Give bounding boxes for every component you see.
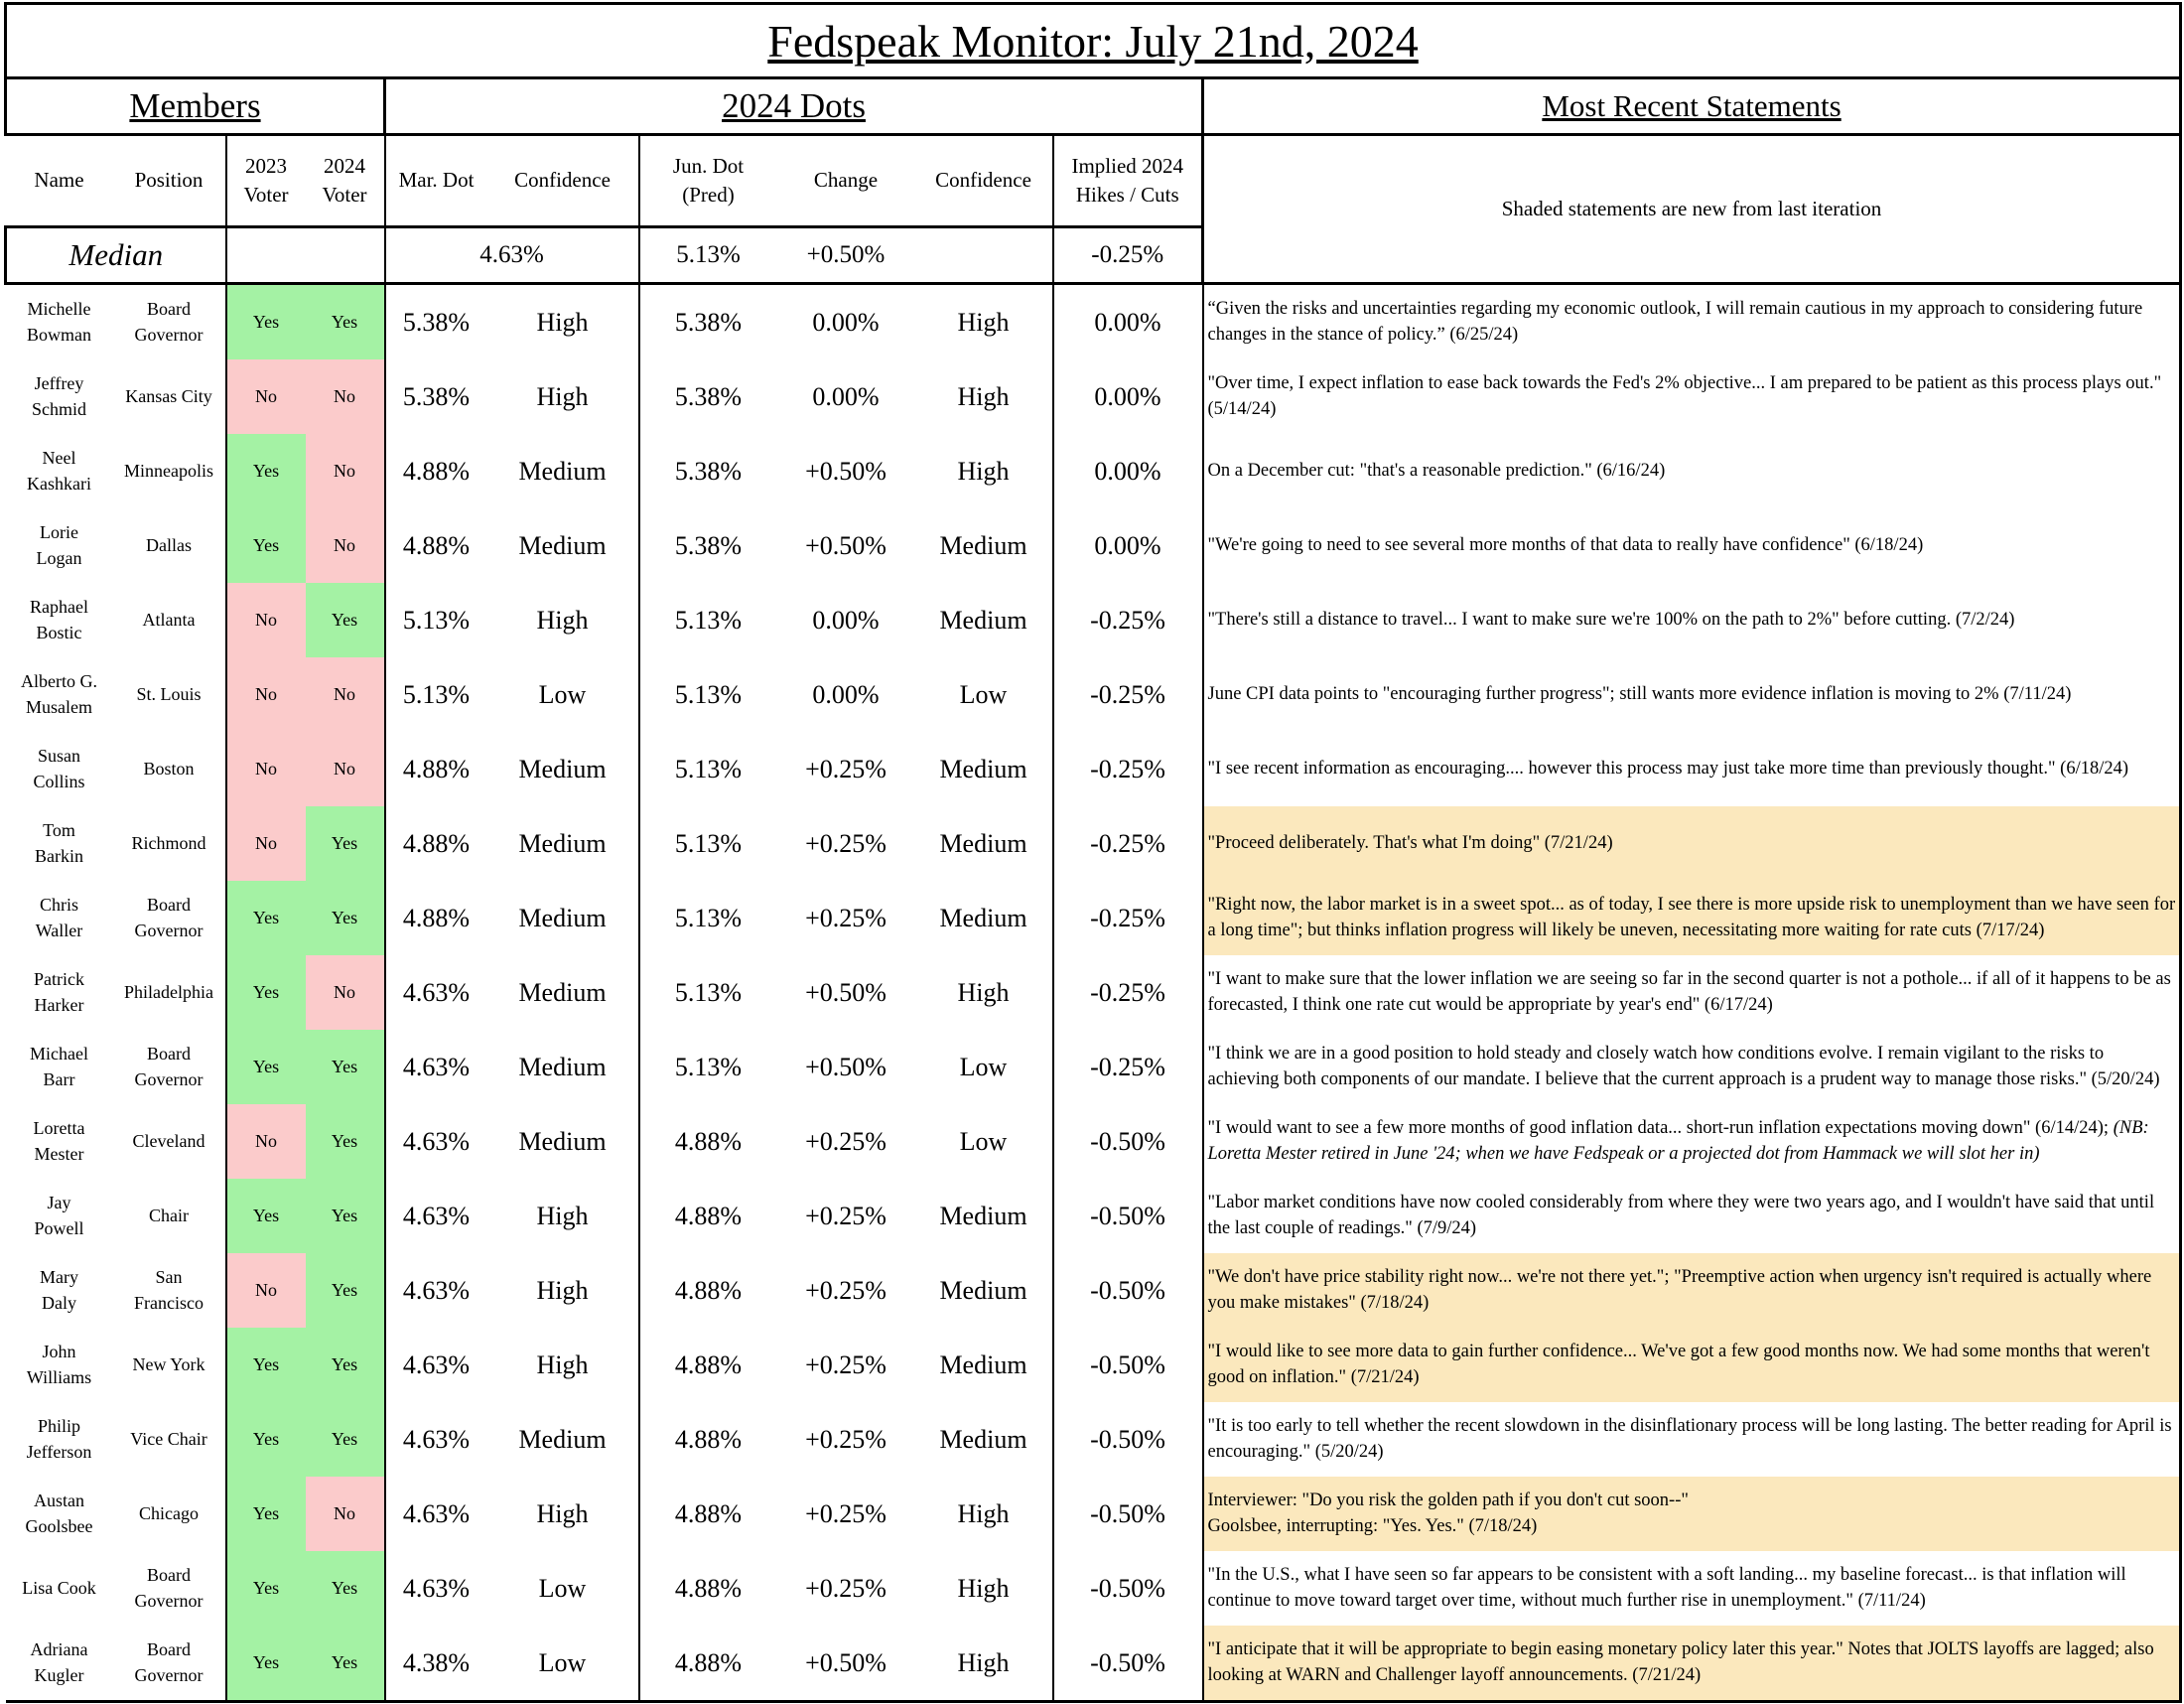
table-row: [6, 732, 2181, 806]
jun-confidence: Medium: [915, 806, 1053, 881]
voter-2024: No: [306, 359, 385, 434]
implied-change: -0.50%: [1053, 1402, 1203, 1477]
member-statement: "Right now, the labor market is in a sweet spot... as of today, I see there is more upside risk to unemployment than we have seen for a long time"; but thinks inflation progress will likely be uneven, necessitating more waiting for rate cuts (7/17/24): [1203, 881, 2181, 955]
table-row: [6, 359, 2181, 434]
member-statement: On a December cut: "that's a reasonable prediction." (6/16/24): [1203, 434, 2181, 508]
member-position: Boston: [113, 732, 226, 806]
member-position: Board Governor: [113, 881, 226, 955]
mar-confidence: Medium: [487, 955, 639, 1030]
jun-confidence: High: [915, 1477, 1053, 1551]
jun-confidence: Medium: [915, 1179, 1053, 1253]
table-row: [6, 881, 2181, 955]
mar-dot: 4.63%: [402, 977, 471, 1007]
voter-2023: No: [226, 806, 306, 881]
dot-change: +0.50%: [805, 1052, 887, 1081]
jun-dot: 5.13%: [674, 605, 743, 635]
jun-confidence: High: [915, 359, 1053, 434]
dot-change: +0.25%: [805, 828, 887, 858]
jun-dot: 5.13%: [674, 828, 743, 858]
member-name: Susan Collins: [33, 746, 85, 791]
jun-dot: 5.38%: [674, 381, 743, 411]
member-name: Mary Daly: [40, 1267, 78, 1313]
dot-change: +0.25%: [805, 1349, 887, 1379]
member-position: Kansas City: [113, 359, 226, 434]
jun-dot: 5.13%: [674, 679, 743, 709]
statements-note: Shaded statements are new from last iteration: [1203, 135, 2181, 284]
table-row: [6, 1253, 2181, 1328]
col-confidence-2: Confidence: [915, 135, 1053, 227]
mar-confidence: Medium: [487, 1402, 639, 1477]
table-row: [6, 508, 2181, 583]
voter-2023: Yes: [226, 1626, 306, 1702]
voter-2024: Yes: [306, 881, 385, 955]
dot-change: +0.25%: [805, 754, 887, 783]
member-name: Lorie Logan: [36, 522, 82, 568]
jun-dot: 5.13%: [674, 1052, 743, 1081]
implied-change: -0.50%: [1053, 1253, 1203, 1328]
table-row: [6, 1402, 2181, 1477]
median-mar-dot: 4.63%: [385, 227, 639, 284]
implied-change: -0.50%: [1053, 1477, 1203, 1551]
mar-dot: 5.13%: [402, 679, 471, 709]
member-statement: "It is too early to tell whether the recent slowdown in the disinflationary process will be long lasting. The better reading for April is encouraging." (5/20/24): [1203, 1402, 2181, 1477]
voter-2023: Yes: [226, 881, 306, 955]
mar-dot: 4.63%: [402, 1573, 471, 1603]
member-name: Michael Barr: [30, 1044, 88, 1089]
median-confidence-blank: [915, 227, 1053, 284]
voter-2023: Yes: [226, 508, 306, 583]
mar-dot: 4.88%: [402, 754, 471, 783]
voter-2023: No: [226, 1104, 306, 1179]
mar-dot: 4.63%: [402, 1126, 471, 1156]
jun-confidence: High: [915, 434, 1053, 508]
voter-2023: Yes: [226, 284, 306, 360]
jun-confidence: Low: [915, 657, 1053, 732]
member-position: Chair: [113, 1179, 226, 1253]
dot-change: +0.50%: [805, 456, 887, 486]
implied-change: 0.00%: [1053, 284, 1203, 360]
median-jun-dot: 5.13%: [639, 227, 777, 284]
table-row: [6, 657, 2181, 732]
table-row: [6, 1104, 2181, 1179]
member-name: Tom Barkin: [35, 820, 83, 866]
jun-dot: 4.88%: [674, 1424, 743, 1454]
implied-change: 0.00%: [1053, 359, 1203, 434]
member-name: Philip Jefferson: [26, 1416, 92, 1462]
member-position: Board Governor: [113, 1551, 226, 1626]
implied-change: -0.50%: [1053, 1551, 1203, 1626]
jun-dot: 5.13%: [674, 977, 743, 1007]
dot-change: +0.50%: [777, 1626, 915, 1702]
member-name: Jeffrey Schmid: [31, 373, 86, 419]
implied-change: -0.25%: [1053, 1030, 1203, 1104]
implied-change: 0.00%: [1053, 434, 1203, 508]
member-statement: "There's still a distance to travel... I want to make sure we're 100% on the path to 2%" before cutting. (7/2/24): [1203, 583, 2181, 657]
voter-2023: Yes: [226, 955, 306, 1030]
col-implied: Implied 2024 Hikes / Cuts: [1053, 135, 1203, 227]
mar-confidence: High: [487, 1477, 639, 1551]
member-name: Adriana Kugler: [6, 1626, 113, 1702]
voter-2023: Yes: [226, 1551, 306, 1626]
group-statements: Most Recent Statements: [1203, 78, 2181, 135]
member-statement: "Proceed deliberately. That's what I'm doing" (7/21/24): [1203, 806, 2181, 881]
voter-2024: Yes: [306, 1253, 385, 1328]
member-position: Minneapolis: [113, 434, 226, 508]
median-implied: -0.25%: [1053, 227, 1203, 284]
median-change: +0.50%: [777, 227, 915, 284]
implied-change: -0.50%: [1053, 1179, 1203, 1253]
voter-2023: No: [226, 583, 306, 657]
jun-confidence: Medium: [915, 1402, 1053, 1477]
table-row: [6, 1179, 2181, 1253]
member-statement: "I want to make sure that the lower inflation we are seeing so far in the second quarter is not a pothole... if all of it happens to be as forecasted, I think one rate cut would be appropriate by year's end" (6/17/24): [1203, 955, 2181, 1030]
fedspeak-sheet: [4, 2, 2178, 1704]
member-name: Raphael Bostic: [30, 597, 88, 642]
implied-change: -0.50%: [1053, 1328, 1203, 1402]
voter-2023: Yes: [226, 1328, 306, 1402]
voter-2023: Yes: [226, 434, 306, 508]
voter-2024: No: [306, 434, 385, 508]
jun-confidence: High: [915, 955, 1053, 1030]
implied-change: -0.50%: [1053, 1626, 1203, 1702]
voter-2024: Yes: [306, 806, 385, 881]
mar-dot: 4.63%: [402, 1201, 471, 1230]
voter-2024: Yes: [306, 1402, 385, 1477]
member-name: Alberto G. Musalem: [21, 671, 97, 717]
jun-confidence: Medium: [915, 583, 1053, 657]
voter-2023: Yes: [226, 1030, 306, 1104]
member-position: Cleveland: [113, 1104, 226, 1179]
member-statement: June CPI data points to "encouraging further progress"; still wants more evidence inflation is moving to 2% (7/11/24): [1203, 657, 2181, 732]
mar-confidence: Medium: [487, 1030, 639, 1104]
voter-2024: Yes: [306, 1551, 385, 1626]
jun-dot: 5.13%: [674, 903, 743, 932]
voter-2023: Yes: [226, 1477, 306, 1551]
median-label: Median: [6, 227, 226, 284]
table-row: [6, 1030, 2181, 1104]
member-name: Austan Goolsbee: [25, 1491, 93, 1536]
voter-2024: No: [306, 508, 385, 583]
voter-2023: Yes: [226, 1179, 306, 1253]
mar-confidence: Medium: [487, 508, 639, 583]
member-statement: "We're going to need to see several more months of that data to really have confidence" (6/18/24): [1203, 508, 2181, 583]
col-jun-dot: Jun. Dot (Pred): [639, 135, 777, 227]
jun-dot: 5.13%: [674, 754, 743, 783]
mar-confidence: Low: [487, 1626, 639, 1702]
group-2024-dots: 2024 Dots: [385, 78, 1203, 135]
voter-2024: Yes: [306, 1626, 385, 1702]
dot-change: 0.00%: [812, 679, 880, 709]
table-row: [6, 583, 2181, 657]
member-name: Neel Kashkari: [27, 448, 91, 494]
table-row: [6, 434, 2181, 508]
member-position: Richmond: [113, 806, 226, 881]
mar-dot: 4.88%: [402, 530, 471, 560]
mar-dot: 4.63%: [402, 1349, 471, 1379]
voter-2023: No: [226, 732, 306, 806]
median-voter-blank: [226, 227, 385, 284]
jun-confidence: Medium: [915, 732, 1053, 806]
implied-change: -0.25%: [1053, 881, 1203, 955]
member-statement: "Labor market conditions have now cooled considerably from where they were two years ago, and I wouldn't have said that until the last couple of readings." (7/9/24): [1203, 1179, 2181, 1253]
jun-confidence: Medium: [915, 508, 1053, 583]
member-statement: "Over time, I expect inflation to ease back towards the Fed's 2% objective... I am prepared to be patient as this process plays out." (5/14/24): [1203, 359, 2181, 434]
member-statement: "I anticipate that it will be appropriate to begin easing monetary policy later this year." Notes that JOLTS layoffs are lagged; also looking at WARN and Challenger layoff announcements. (7/21/24): [1203, 1626, 2181, 1702]
jun-dot: 4.88%: [674, 1573, 743, 1603]
mar-dot: 5.38%: [402, 307, 471, 337]
member-position: Atlanta: [113, 583, 226, 657]
jun-dot: 4.88%: [674, 1275, 743, 1305]
mar-dot: 4.88%: [402, 903, 471, 932]
col-position: Position: [113, 135, 226, 227]
implied-change: -0.25%: [1053, 806, 1203, 881]
member-statement: "I think we are in a good position to hold steady and closely watch how conditions evolve. I remain vigilant to the risks to achieving both components of our mandate. I believe that the current approach is a prudent way to manage those risks." (5/20/24): [1203, 1030, 2181, 1104]
jun-confidence: Medium: [915, 881, 1053, 955]
mar-confidence: High: [487, 284, 639, 360]
member-position: Vice Chair: [113, 1402, 226, 1477]
voter-2023: No: [226, 359, 306, 434]
col-2023-voter: 2023 Voter: [226, 135, 306, 227]
mar-dot: 5.13%: [402, 605, 471, 635]
mar-dot: 5.38%: [402, 381, 471, 411]
mar-confidence: High: [487, 1253, 639, 1328]
mar-dot: 4.63%: [402, 1275, 471, 1305]
mar-dot: 4.63%: [402, 1052, 471, 1081]
member-statement: "I would like to see more data to gain further confidence... We've got a few good months now. We had some months that weren't good on inflation." (7/21/24): [1203, 1328, 2181, 1402]
member-position: San Francisco: [113, 1253, 226, 1328]
table-row: [6, 955, 2181, 1030]
dot-change: +0.25%: [805, 1275, 887, 1305]
jun-confidence: Low: [915, 1104, 1053, 1179]
mar-confidence: Low: [487, 657, 639, 732]
dot-change: +0.50%: [805, 977, 887, 1007]
mar-dot: 4.88%: [402, 456, 471, 486]
jun-confidence: Low: [915, 1030, 1053, 1104]
member-position: New York: [113, 1328, 226, 1402]
voter-2024: No: [306, 657, 385, 732]
member-statement: "I see recent information as encouraging.... however this process may just take more time than previously thought." (6/18/24): [1203, 732, 2181, 806]
member-position: Board Governor: [113, 1030, 226, 1104]
member-position: Board Governor: [113, 284, 226, 360]
member-name: John Williams: [26, 1342, 92, 1387]
member-name: Lisa Cook: [22, 1577, 96, 1598]
dot-change: 0.00%: [812, 381, 880, 411]
col-2024-voter: 2024 Voter: [306, 135, 385, 227]
mar-confidence: Medium: [487, 806, 639, 881]
col-confidence: Confidence: [487, 135, 639, 227]
member-position: Chicago: [113, 1477, 226, 1551]
implied-change: -0.25%: [1053, 732, 1203, 806]
jun-dot: 4.88%: [674, 1349, 743, 1379]
jun-confidence: High: [915, 284, 1053, 360]
jun-dot: 5.38%: [674, 530, 743, 560]
group-members: Members: [6, 78, 385, 135]
dot-change: 0.00%: [812, 605, 880, 635]
member-name: Loretta Mester: [33, 1118, 85, 1164]
jun-confidence: Medium: [915, 1328, 1053, 1402]
dot-change: 0.00%: [812, 307, 880, 337]
table-row: [6, 1328, 2181, 1402]
implied-change: 0.00%: [1053, 508, 1203, 583]
table-row: [6, 284, 2181, 360]
jun-dot: 4.88%: [674, 1201, 743, 1230]
mar-confidence: Low: [487, 1551, 639, 1626]
member-statement: "In the U.S., what I have seen so far appears to be consistent with a soft landing... my baseline forecast... is that inflation will continue to move toward target over time, without much further rise in unemployment." (7/11/24): [1203, 1551, 2181, 1626]
table-row: [6, 806, 2181, 881]
dot-change: +0.25%: [805, 903, 887, 932]
dot-change: +0.25%: [805, 1424, 887, 1454]
dot-change: +0.25%: [805, 1126, 887, 1156]
member-name: Chris Waller: [35, 895, 83, 940]
fedspeak-table: [4, 2, 2182, 1703]
mar-confidence: Medium: [487, 434, 639, 508]
dot-change: +0.25%: [805, 1573, 887, 1603]
voter-2024: No: [306, 955, 385, 1030]
mar-dot: 4.63%: [402, 1424, 471, 1454]
mar-confidence: High: [487, 1179, 639, 1253]
jun-confidence: High: [915, 1551, 1053, 1626]
voter-2023: No: [226, 657, 306, 732]
mar-confidence: High: [487, 583, 639, 657]
voter-2024: Yes: [306, 1030, 385, 1104]
jun-dot: 4.88%: [639, 1626, 777, 1702]
voter-2023: No: [226, 1253, 306, 1328]
dot-change: +0.25%: [805, 1201, 887, 1230]
page-title: Fedspeak Monitor: July 21nd, 2024: [6, 4, 2181, 78]
mar-confidence: Medium: [487, 732, 639, 806]
member-statement: "We don't have price stability right now... we're not there yet."; "Preemptive action when urgency isn't required is actually where you make mistakes" (7/18/24): [1203, 1253, 2181, 1328]
table-row: [6, 1551, 2181, 1626]
mar-dot: 4.38%: [385, 1626, 487, 1702]
member-name: Jay Powell: [34, 1193, 84, 1238]
implied-change: -0.25%: [1053, 583, 1203, 657]
member-name: Michelle Bowman: [27, 299, 91, 345]
jun-dot: 5.38%: [674, 456, 743, 486]
dot-change: +0.50%: [805, 530, 887, 560]
mar-confidence: High: [487, 1328, 639, 1402]
member-statement: Interviewer: "Do you risk the golden path if you don't cut soon--" Goolsbee, interrupting: "Yes. Yes." (7/18/24): [1203, 1477, 2181, 1551]
voter-2024: Yes: [306, 1179, 385, 1253]
mar-confidence: High: [487, 359, 639, 434]
col-change: Change: [777, 135, 915, 227]
member-position: Dallas: [113, 508, 226, 583]
member-statement: “Given the risks and uncertainties regarding my economic outlook, I will remain cautious in my approach to considering future changes in the stance of policy.” (6/25/24): [1203, 284, 2181, 360]
implied-change: -0.25%: [1053, 657, 1203, 732]
jun-confidence: High: [915, 1626, 1053, 1702]
jun-dot: 4.88%: [674, 1126, 743, 1156]
mar-confidence: Medium: [487, 1104, 639, 1179]
table-row: [6, 1626, 2181, 1702]
member-position: Board Governor: [113, 1626, 226, 1702]
col-name: Name: [6, 135, 113, 227]
voter-2024: Yes: [306, 1104, 385, 1179]
member-statement: "I would want to see a few more months of good inflation data... short-run inflation expectations moving down" (6/14/24); (NB: Loretta Mester retired in June '24; when we have Fedspeak or a projected dot from Hammack we will slot her in): [1203, 1104, 2181, 1179]
jun-dot: 5.38%: [674, 307, 743, 337]
voter-2024: Yes: [306, 583, 385, 657]
member-position: St. Louis: [113, 657, 226, 732]
mar-dot: 4.88%: [402, 828, 471, 858]
voter-2024: No: [306, 732, 385, 806]
voter-2024: No: [306, 1477, 385, 1551]
voter-2024: Yes: [306, 284, 385, 360]
mar-dot: 4.63%: [402, 1498, 471, 1528]
jun-dot: 4.88%: [674, 1498, 743, 1528]
dot-change: +0.25%: [805, 1498, 887, 1528]
member-name: Patrick Harker: [34, 969, 84, 1015]
voter-2024: Yes: [306, 1328, 385, 1402]
voter-2023: Yes: [226, 1402, 306, 1477]
col-mar-dot: Mar. Dot: [385, 135, 487, 227]
jun-confidence: Medium: [915, 1253, 1053, 1328]
table-row: [6, 1477, 2181, 1551]
mar-confidence: Medium: [487, 881, 639, 955]
implied-change: -0.25%: [1053, 955, 1203, 1030]
member-position: Philadelphia: [113, 955, 226, 1030]
implied-change: -0.50%: [1053, 1104, 1203, 1179]
